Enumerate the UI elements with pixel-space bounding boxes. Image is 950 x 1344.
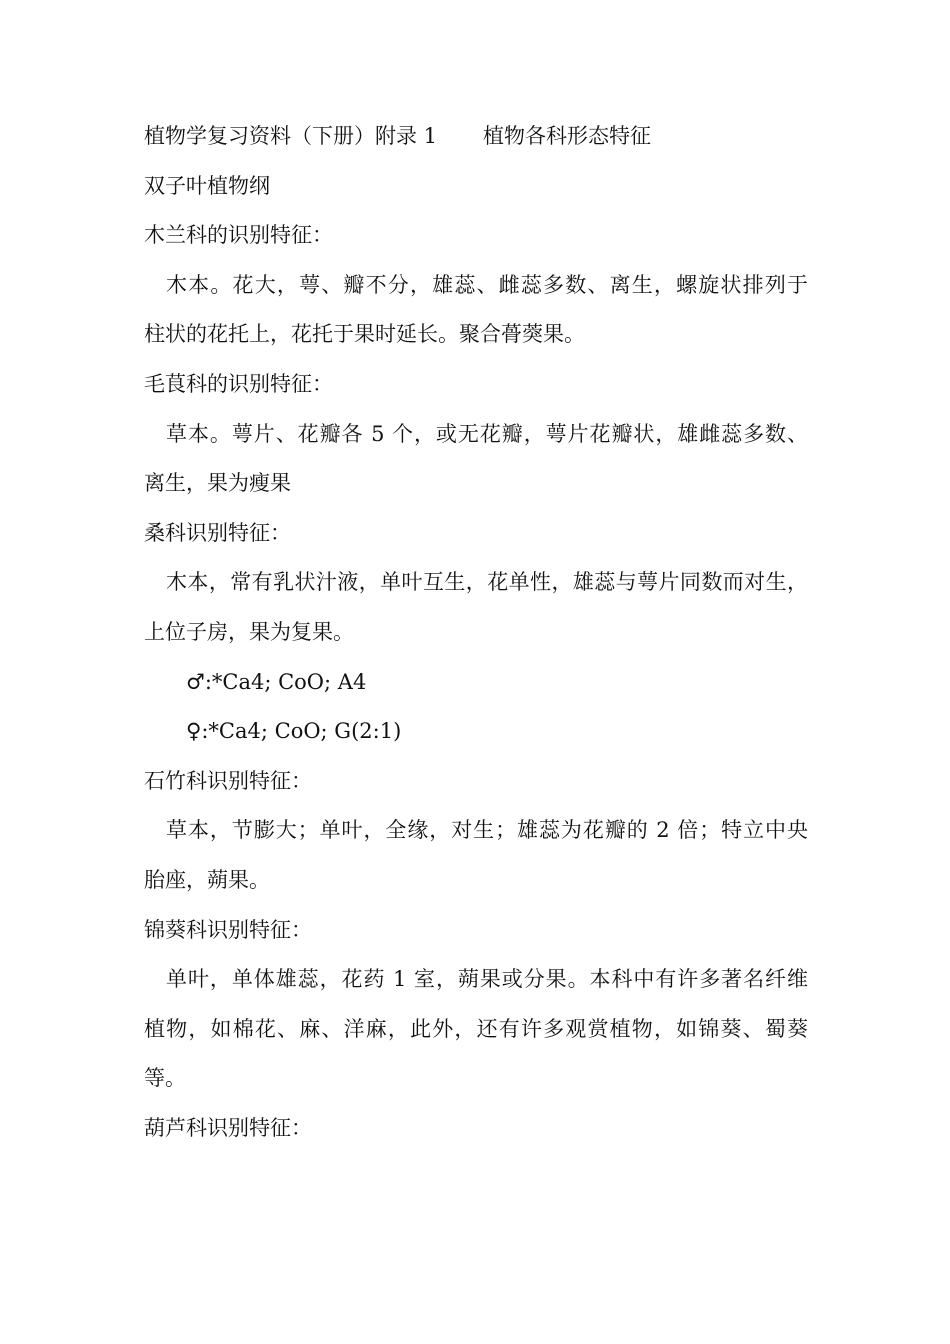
paragraph-line: 木本，常有乳状汁液，单叶互生，花单性，雄蕊与萼片同数而对生， (166, 570, 808, 595)
class-heading: 双子叶植物纲 (144, 173, 270, 198)
paragraph-line: 上位子房，果为复果。 (144, 619, 354, 644)
paragraph-line: 等。 (144, 1066, 186, 1091)
section-heading-cucurbitaceae: 葫芦科识别特征： (144, 1115, 312, 1140)
paragraph-line: 草本。萼片、花瓣各 5 个，或无花瓣，萼片花瓣状，雄雌蕊多数、 (166, 421, 808, 446)
flower-formula-male: ♂:*Ca4; CoO; A4 (186, 669, 367, 694)
paragraph-line: 胎座，蒴果。 (144, 867, 270, 892)
paragraph-line: 单叶，单体雄蕊，花药 1 室，蒴果或分果。本科中有许多著名纤维 (166, 967, 808, 992)
section-heading-magnoliaceae: 木兰科的识别特征： (144, 223, 333, 248)
paragraph-line: 柱状的花托上，花托于果时延长。聚合蓇葖果。 (144, 322, 585, 347)
section-heading-malvaceae: 锦葵科识别特征： (144, 917, 312, 942)
document-title (144, 112, 808, 162)
document-body (144, 112, 808, 1153)
paragraph-line: 植物，如棉花、麻、洋麻，此外，还有许多观赏植物，如锦葵、蜀葵 (144, 1016, 808, 1041)
section-heading-ranunculaceae: 毛茛科的识别特征： (144, 371, 333, 396)
title-left: 植物学复习资料（下册）附录 1 (144, 124, 438, 148)
paragraph-line: 木本。花大，萼、瓣不分，雄蕊、雌蕊多数、离生，螺旋状排列于 (166, 272, 808, 297)
paragraph-line: 离生，果为瘦果 (144, 471, 291, 496)
flower-formula-female: ♀:*Ca4; CoO; G(2:1) (186, 719, 402, 744)
paragraph-line: 草本，节膨大；单叶，全缘，对生；雄蕊为花瓣的 2 倍；特立中央 (166, 818, 808, 843)
section-heading-moraceae: 桑科识别特征： (144, 520, 291, 545)
section-heading-caryophyllaceae: 石竹科识别特征： (144, 768, 312, 793)
title-right: 植物各科形态特征 (483, 124, 652, 148)
